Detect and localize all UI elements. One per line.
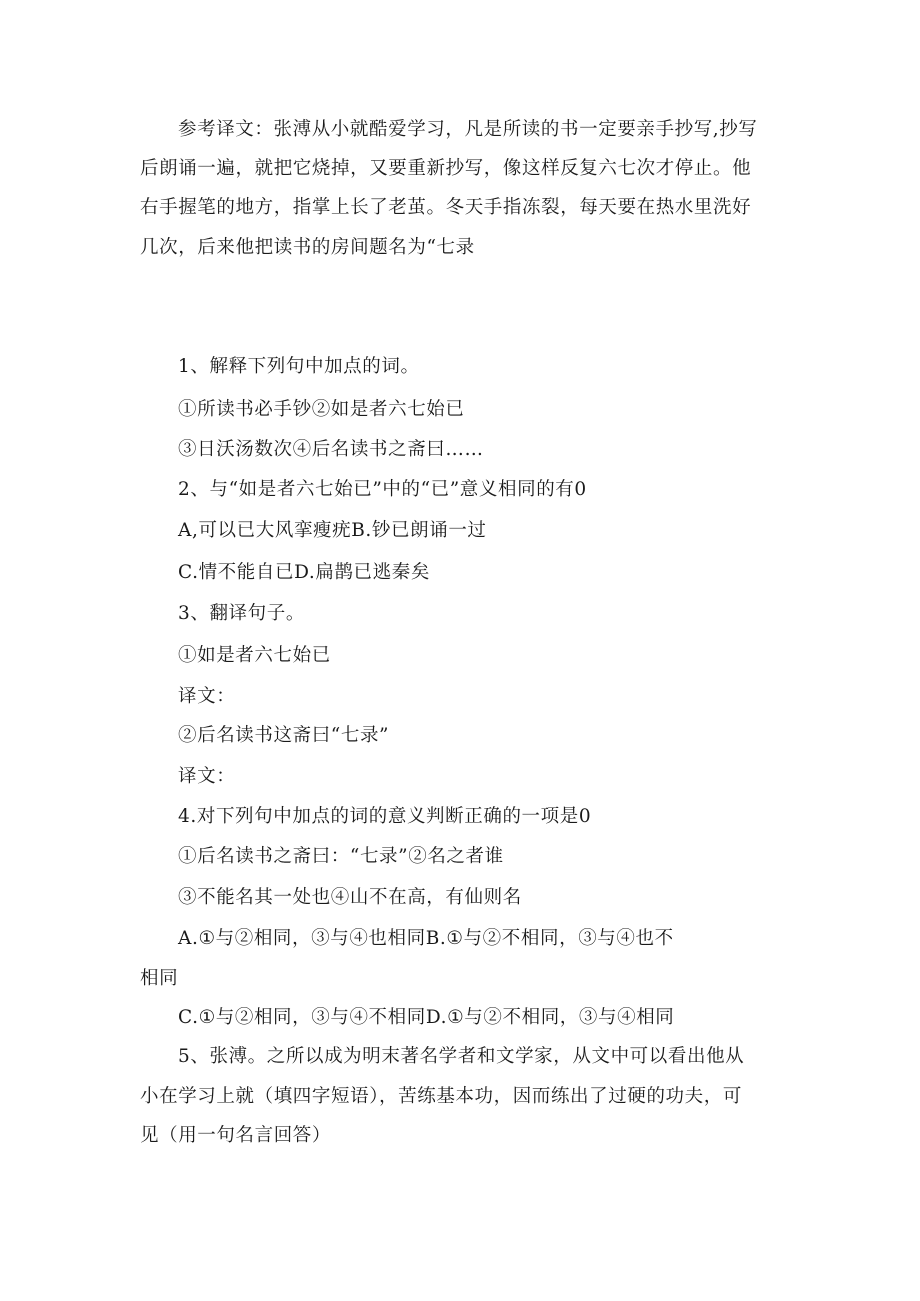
q2-option-ab: A,可以已大风挛瘦疣B.钞已朗诵一过 [178, 520, 487, 541]
q3-label-1: 译文： [178, 686, 236, 707]
q4-line-1: ①后名读书之斋曰：“七录”②名之者谁 [178, 846, 504, 867]
q1-line-2: ③日沃汤数次④后名读书之斋曰…… [178, 439, 484, 460]
translation-line-4: 几次，后来他把读书的房间题名为“七录 [140, 237, 475, 258]
q4-line-2: ③不能名其一处也④山不在高，有仙则名 [178, 887, 522, 908]
q3-item-2: ②后名读书这斋曰“七录” [178, 725, 390, 746]
q2-option-cd: C.情不能自已D.扁鹊已逃秦矣 [178, 562, 430, 583]
q5-line-3: 见（用一句名言回答） [140, 1125, 332, 1146]
q1-line-1: ①所读书必手钞②如是者六七始已 [178, 399, 465, 420]
q1-title: 1、解释下列句中加点的词。 [178, 356, 420, 377]
q4-option-ab: A.①与②相同，③与④也相同B.①与②不相同，③与④也不 [178, 928, 674, 949]
q2-title: 2、与“如是者六七始已”中的“已”意义相同的有0 [178, 479, 587, 500]
translation-line-3: 右手握笔的地方，指掌上长了老茧。冬天手指冻裂，每天要在热水里洗好 [140, 197, 752, 218]
q4-option-cd: C.①与②相同，③与④不相同D.①与②不相同，③与④相同 [178, 1007, 675, 1028]
q5-line-2: 小在学习上就（填四字短语），苦练基本功，因而练出了过硬的功夫，可 [140, 1086, 742, 1107]
q3-title: 3、翻译句子。 [178, 603, 305, 624]
translation-line-1: 参考译文：张溥从小就酷爱学习，凡是所读的书一定要亲手抄写,抄写 [178, 119, 758, 140]
q5-line-1: 5、张溥。之所以成为明末著名学者和文学家，从文中可以看出他从 [178, 1046, 745, 1067]
q3-item-1: ①如是者六七始已 [178, 645, 331, 666]
q3-label-2: 译文： [178, 766, 236, 787]
q4-option-ab-cont: 相同 [140, 968, 179, 989]
translation-line-2: 后朗诵一遍，就把它烧掉，又要重新抄写，像这样反复六七次才停止。他 [140, 158, 752, 179]
q4-title: 4.对下列句中加点的词的意义判断正确的一项是0 [178, 806, 592, 827]
